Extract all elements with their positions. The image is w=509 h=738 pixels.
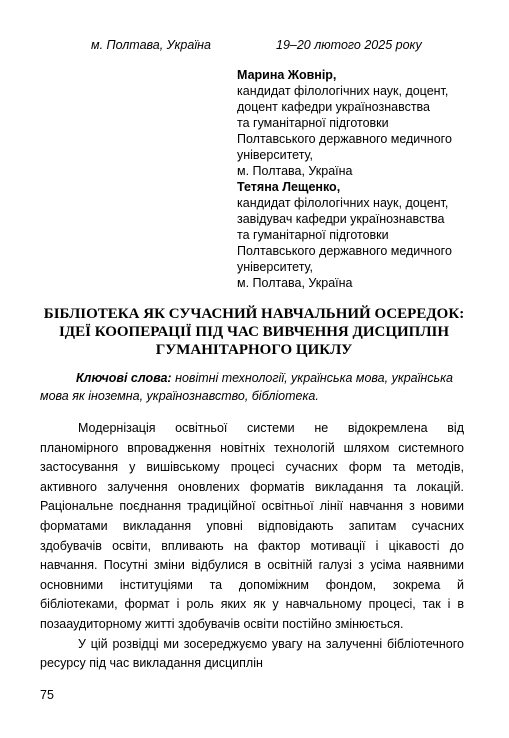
paper-title-line: БІБЛІОТЕКА ЯК СУЧАСНИЙ НАВЧАЛЬНИЙ ОСЕРЕДОК: <box>43 306 465 322</box>
paper-title-line: ІДЕЇ КООПЕРАЦІЇ ПІД ЧАС ВИВЧЕННЯ ДИСЦИПЛІН <box>58 324 450 340</box>
author-affiliation-line: завідувач кафедри українознавства <box>237 212 445 226</box>
author-affiliation-line: м. Полтава, Україна <box>237 276 353 290</box>
body-text <box>40 419 464 674</box>
author-name: Марина Жовнір, <box>237 68 337 82</box>
body-paragraph: Модернізація освітньої системи не відокремлена від планомірного впровадження новітніх технологій шляхом системного застосування у вишівському процесі сучасних форм та методів, активного залучення оновлених форматів викладання та локацій. Раціональне поєднання традиційної освітньої лінії навчання з новими форматами викладання уповні відповідають запитам сучасних здобувачів освіти, впливають на фактор мотивації і цікавості до навчання. Посутні зміни відбулися в освітній галузі з усіма наявними основними інституціями та допоміжним фондом, зокрема й бібліотеками, формат і роль яких як у навчальному процесі, так і в позааудиторному житті здобувачів освіти постійно змінюється. <box>40 421 464 631</box>
paper-title-line: ГУМАНІТАРНОГО ЦИКЛУ <box>155 342 353 358</box>
author-affiliation-line: та гуманітарної підготовки <box>237 116 389 130</box>
author-affiliation-line: Полтавського державного медичного <box>237 244 452 258</box>
author-1 <box>237 67 487 179</box>
author-affiliation-line: м. Полтава, Україна <box>237 164 353 178</box>
author-affiliation-line: доцент кафедри українознавства <box>237 100 430 114</box>
author-affiliation-line: та гуманітарної підготовки <box>237 228 389 242</box>
author-block <box>237 67 487 291</box>
author-name: Тетяна Лещенко, <box>237 180 341 194</box>
author-affiliation-line: кандидат філологічних наук, доцент, <box>237 196 449 210</box>
author-affiliation-line: університету, <box>237 260 314 274</box>
keywords-text: новітні технології, українська мова, українська мова як іноземна, українознавство, бібліотека. <box>40 371 453 403</box>
paper-title <box>40 305 468 359</box>
keywords <box>40 369 470 405</box>
header-location: м. Полтава, Україна <box>91 38 211 52</box>
page-number: 75 <box>40 688 54 702</box>
author-2 <box>237 179 487 291</box>
author-affiliation-line: кандидат філологічних наук, доцент, <box>237 84 449 98</box>
header-date: 19–20 лютого 2025 року <box>276 38 422 52</box>
author-affiliation-line: університету, <box>237 148 314 162</box>
author-affiliation-line: Полтавського державного медичного <box>237 132 452 146</box>
body-paragraph: У цій розвідці ми зосереджуємо увагу на залученні бібліотечного ресурсу під час викладання дисциплін <box>40 636 464 671</box>
keywords-label: Ключові слова: <box>76 371 172 385</box>
